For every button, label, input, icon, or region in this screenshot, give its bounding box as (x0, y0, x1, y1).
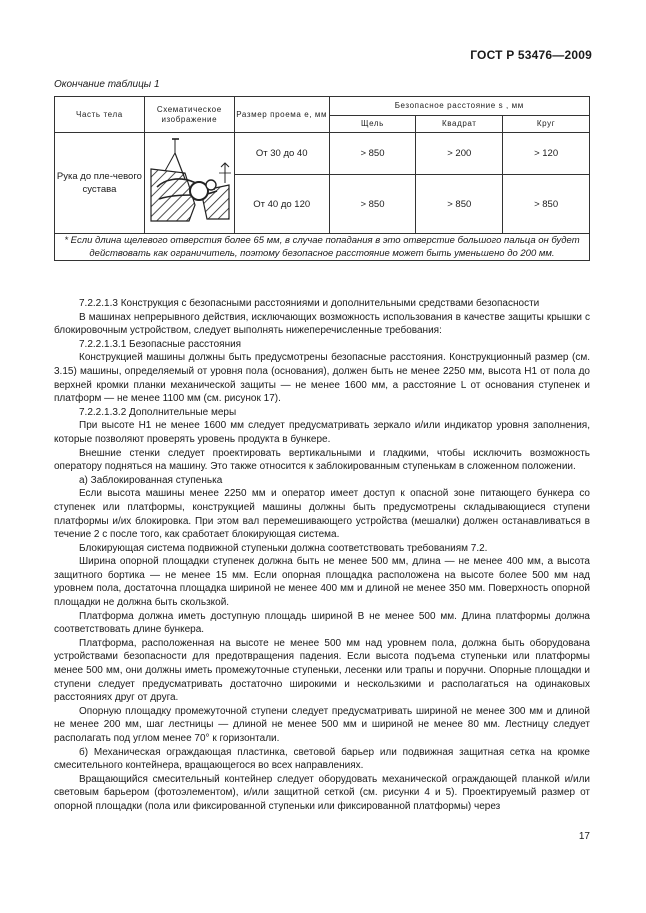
paragraph: Опорную площадку промежуточной ступени следует предусматривать шириной не менее 300 мм и длиной не менее 200 мм, шаг лестницы — длиной не менее 500 мм и шириной не менее 80 мм. Лестницу следует располагать под углом менее 70° к горизонтали. (54, 705, 590, 744)
header-schematic: Схематическое изображение (144, 97, 234, 133)
header-round: Круг (503, 116, 590, 133)
paragraph: 7.2.2.1.3 Конструкция с безопасными расстояниями и дополнительными средствами безопасности (79, 298, 540, 309)
square-distance-cell: > 850 (416, 175, 503, 234)
opening-size-cell: От 30 до 40 (234, 133, 329, 175)
paragraph: Платформа, расположенная на высоте не менее 500 мм над уровнем пола, должна быть оборудована устройствами безопасности для предотвращения падения. Если высота подъема ступеньки или платформы менее 500 мм, они должны иметь промежуточные ступеньки, лесенки или трапы и поручни. Опорные площадки и ступени следует предусматривать достаточно широкими и нескользкими и располагаться на одинаковых расстояниях друг от друга. (54, 637, 590, 704)
table-caption: Окончание таблицы 1 (54, 79, 160, 90)
header-safe-distance: Безопасное расстояние s , мм (329, 97, 589, 116)
round-distance-cell: > 120 (503, 133, 590, 175)
paragraph: Блокирующая система подвижной ступеньки должна соответствовать требованиям 7.2. (79, 542, 488, 554)
header-slot: Щель (329, 116, 416, 133)
paragraph: Если высота машины менее 2250 мм и оператор имеет доступ к опасной зоне питающего бункера со ступенек или платформы, конструкцией машины должны быть предусмотрены складывающиеся ступени платформы и/их блокировка. При этом вал перемешивающего устройства (мешалки) должен останавливаться в течение 2 с после того, как сработает блокирующая система. (54, 488, 590, 541)
opening-size-cell: От 40 до 120 (234, 175, 329, 234)
header-square: Квадрат (416, 116, 503, 133)
paragraph: 7.2.2.1.3.1 Безопасные расстояния (79, 338, 242, 350)
schematic-cell (144, 133, 234, 234)
paragraph: Конструкцией машины должны быть предусмотрены безопасные расстояния. Конструкционный размер (см. 3.15) машины, определяемый от уровня пола (основания), должен быть не менее 2250 мм, высота H1 от пола до верхней кромки планки механической защиты — не менее 1600 мм, а расстояние L от основания ступенек и платформ — не менее 1100 мм (см. рисунок 17). (54, 352, 590, 405)
paragraph: Внешние стенки следует проектировать вертикальными и гладкими, чтобы исключить возможность оператору подняться на машину. Это также относится к заблокированным ступенькам в сложенном положении. (54, 447, 590, 473)
paragraph: а) Заблокированная ступенька (79, 474, 223, 486)
safety-distance-table (54, 96, 590, 261)
body-text (54, 297, 590, 814)
header-body-part: Часть тела (55, 97, 145, 133)
paragraph: В машинах непрерывного действия, исключающих возможность использования в качестве защиты крышки с блокировочным устройством, следует выполнять нижеперечисленные требования: (54, 311, 590, 337)
paragraph: 7.2.2.1.3.2 Дополнительные меры (79, 406, 237, 418)
paragraph: Платформа должна иметь доступную площадь шириной B не менее 500 мм. Длина платформы должна соответствовать длине бункера. (54, 610, 590, 636)
document-header: ГОСТ Р 53476—2009 (470, 48, 592, 62)
paragraph: Ширина опорной площадки ступенек должна быть не менее 500 мм, длина — не менее 400 мм, а высота защитного бортика — не менее 15 мм. Если опорная площадка расположена на высоте более 500 мм над уровнем пола, достаточна площадка шириной не менее 400 мм и длиной не менее 350 мм. Поверхность опорной площадки не должна быть скользкой. (54, 556, 590, 609)
arm-schematic-drawing (145, 133, 233, 231)
paragraph: Вращающийся смесительный контейнер следует оборудовать механической ограждающей планкой и/или световым барьером (фотоэлементом), и/или защитной сеткой (см. рисунки 4 и 5). Проектируемый размер от опорной площадки (пола или фиксированной ступеньки или фиксированной платформы) через (54, 773, 590, 812)
round-distance-cell: > 850 (503, 175, 590, 234)
body-part-cell: Рука до пле-чевого сустава (55, 133, 145, 234)
slot-distance-cell: > 850 (329, 133, 416, 175)
paragraph: б) Механическая ограждающая пластинка, световой барьер или подвижная защитная сетка на кромке смесительного контейнера, вращающегося во всех направлениях. (54, 746, 590, 772)
table-footnote: * Если длина щелевого отверстия более 65 мм, в случае попадания в это отверстие большого пальца он будет действовать как ограничитель, поэтому безопасное расстояние может быть уменьшено до 200 мм. (55, 234, 590, 261)
header-opening-size: Размер проема e, мм (234, 97, 329, 133)
slot-distance-cell: > 850 (329, 175, 416, 234)
paragraph: При высоте H1 не менее 1600 мм следует предусматривать зеркало и/или индикатор уровня заполнения, которые позволяют проверять уровень продукта в бункере. (54, 420, 590, 445)
page-number: 17 (578, 831, 590, 842)
square-distance-cell: > 200 (416, 133, 503, 175)
